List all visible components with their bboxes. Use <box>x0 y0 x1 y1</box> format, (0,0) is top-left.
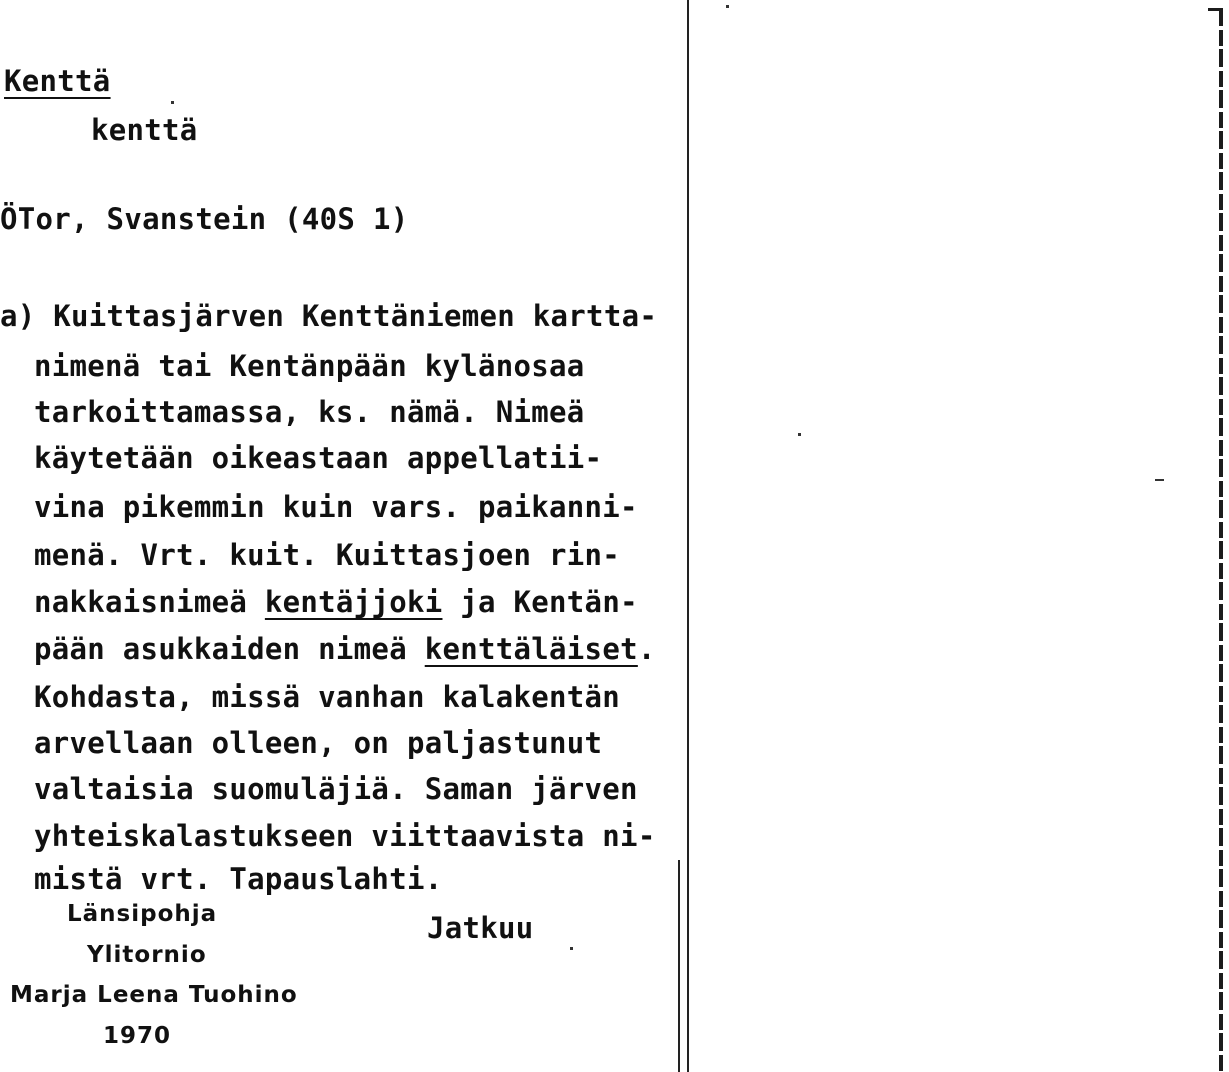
continued-note: Jatkuu <box>427 911 534 945</box>
definition-line-6: menä. Vrt. kuit. Kuittasjoen rin- <box>34 538 621 572</box>
card-right-edge <box>1219 8 1223 1072</box>
definition-line-8 <box>34 632 656 666</box>
speck-dot <box>726 5 729 8</box>
definition-line-4: käytetään oikeastaan appellatii- <box>34 441 603 475</box>
stamp-region: Länsipohja <box>67 901 218 927</box>
speck-dash <box>1155 479 1164 481</box>
definition-line-5: vina pikemmin kuin vars. paikanni- <box>34 490 638 524</box>
definition-line-9: Kohdasta, missä vanhan kalakentän <box>34 680 621 714</box>
definition-text: . <box>637 632 656 666</box>
headword: Kenttä <box>4 64 111 98</box>
definition-text: nakkaisnimeä <box>34 585 265 619</box>
speck-dot <box>798 433 801 436</box>
speck-dot <box>570 947 573 950</box>
definition-line-12: yhteiskalastukseen viittaavista ni- <box>34 819 656 853</box>
definition-line-1: a) Kuittasjärven Kenttäniemen kartta- <box>0 299 658 333</box>
source-reference: ÖTor, Svanstein (40S 1) <box>0 202 409 236</box>
stamp-collector: Marja Leena Tuohino <box>10 982 298 1008</box>
definition-line-7 <box>34 585 638 619</box>
definition-line-13: mistä vrt. Tapauslahti. <box>34 862 443 896</box>
column-divider-lower <box>678 860 680 1072</box>
column-divider <box>687 0 689 1072</box>
place-name-kenttalaiset: kenttäläiset <box>424 632 638 666</box>
definition-line-10: arvellaan olleen, on paljastunut <box>34 726 603 760</box>
definition-text: ja Kentän- <box>442 585 638 619</box>
speck-dot <box>171 101 174 104</box>
place-name-kentajjoki: kentäjjoki <box>264 585 443 619</box>
definition-line-3: tarkoittamassa, ks. nämä. Nimeä <box>34 395 585 429</box>
stamp-parish: Ylitornio <box>87 942 207 968</box>
definition-line-2: nimenä tai Kentänpään kylänosaa <box>34 349 585 383</box>
lemma: kenttä <box>91 113 198 147</box>
definition-text: pään asukkaiden nimeä <box>34 632 425 666</box>
stamp-year: 1970 <box>103 1023 172 1049</box>
definition-line-11: valtaisia suomuläjiä. Saman järven <box>34 772 638 806</box>
card-right-edge-cap <box>1208 8 1223 11</box>
